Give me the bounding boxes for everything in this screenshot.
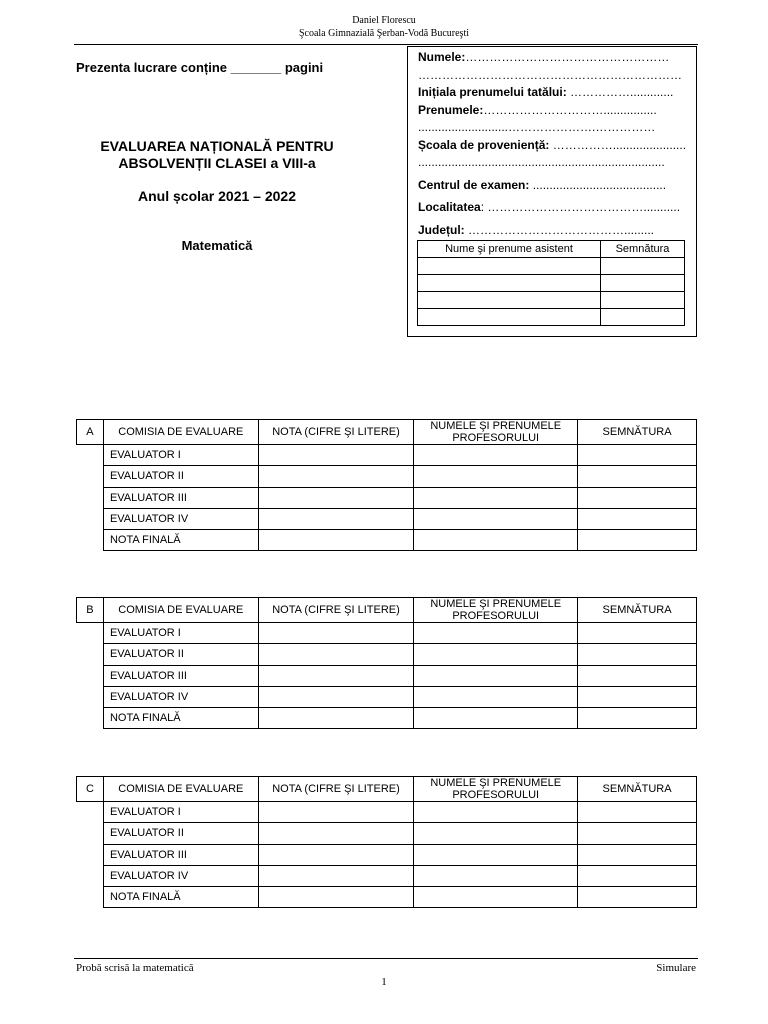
asist-header-name: Nume şi prenume asistent [418,241,601,258]
row-label: NOTA FINALĂ [103,708,258,729]
row-label: EVALUATOR IV [103,686,258,707]
exam-title-line2: ABSOLVENȚII CLASEI a VIII-a [118,155,316,171]
grade-table-letter: A [77,420,104,445]
exam-title [72,138,362,172]
asist-cell[interactable] [601,258,685,275]
grade-cell[interactable] [414,686,578,707]
grade-table-b [76,597,697,729]
grade-cell[interactable] [258,708,414,729]
row-label: EVALUATOR III [103,665,258,686]
row-label: EVALUATOR III [103,487,258,508]
row-label: EVALUATOR II [103,823,258,844]
col-header-comisia: COMISIA DE EVALUARE [103,598,258,623]
row-label: EVALUATOR II [103,644,258,665]
grade-cell[interactable] [578,466,697,487]
scoala-field[interactable]: Școala de proveniență: ……………...................... [418,137,686,152]
grade-table-letter: C [77,777,104,802]
row-label: EVALUATOR II [103,466,258,487]
judetul-field[interactable]: Județul: …………………………………......... [418,222,655,237]
col-header-nota: NOTA (CIFRE ŞI LITERE) [258,598,414,623]
grade-table-c [76,776,697,908]
grade-cell[interactable] [258,445,414,466]
exam-title-line1: EVALUAREA NAȚIONALĂ PENTRU [100,138,334,154]
grade-cell[interactable] [414,508,578,529]
col-header-comisia: COMISIA DE EVALUARE [103,777,258,802]
row-label: EVALUATOR IV [103,508,258,529]
numele-field-cont[interactable]: ………………………………………………………… [418,67,682,82]
grade-cell[interactable] [578,665,697,686]
table-row [77,686,697,707]
grade-cell[interactable] [578,844,697,865]
grade-cell[interactable] [578,865,697,886]
prenumele-field-cont[interactable]: ...........................………………….…………… [418,120,656,134]
scoala-field-cont[interactable]: .......................................................................... [418,155,665,169]
grade-cell[interactable] [258,802,414,823]
table-row [77,802,697,823]
grade-cell[interactable] [578,530,697,551]
table-row [77,623,697,644]
grade-cell[interactable] [578,623,697,644]
table-row [77,530,697,551]
table-row [77,466,697,487]
grade-cell[interactable] [258,508,414,529]
table-row [77,665,697,686]
table-row [77,487,697,508]
grade-cell[interactable] [258,623,414,644]
pages-count-line: Prezenta lucrare conține _______ pagini [76,60,324,75]
col-header-semnatura: SEMNĂTURA [578,777,697,802]
grade-cell[interactable] [258,487,414,508]
page-header [0,14,768,40]
grade-cell[interactable] [414,644,578,665]
table-row [77,844,697,865]
table-row [77,865,697,886]
grade-cell[interactable] [414,844,578,865]
initiala-field[interactable]: Inițiala prenumelui tatălui: ……………............. [418,85,674,99]
asist-cell[interactable] [418,309,601,326]
grade-cell[interactable] [578,802,697,823]
grade-cell[interactable] [258,844,414,865]
prenumele-field[interactable]: Prenumele:…………………………................ [418,102,657,117]
localitatea-field[interactable]: Localitatea: …………………………………........... [418,200,681,214]
grade-cell[interactable] [578,823,697,844]
grade-cell[interactable] [578,887,697,908]
grade-cell[interactable] [414,623,578,644]
row-label: EVALUATOR III [103,844,258,865]
footer-subject: Probă scrisă la matematică [76,962,194,974]
row-label: EVALUATOR I [103,445,258,466]
centrul-field[interactable]: Centrul de examen: ........................................ [418,177,667,192]
asist-cell[interactable] [601,292,685,309]
exam-subject: Matematică [181,238,253,253]
grade-cell[interactable] [258,686,414,707]
grade-cell[interactable] [414,530,578,551]
grade-cell[interactable] [578,644,697,665]
grade-cell[interactable] [414,665,578,686]
grade-cell[interactable] [414,466,578,487]
grade-table-a [76,419,697,551]
grade-cell[interactable] [258,887,414,908]
grade-cell[interactable] [258,823,414,844]
grade-cell[interactable] [258,865,414,886]
grade-cell[interactable] [414,708,578,729]
col-header-profesor: NUMELE ŞI PRENUMELE PROFESORULUI [414,598,578,623]
col-header-profesor: NUMELE ŞI PRENUMELE PROFESORULUI [414,777,578,802]
footer-type: Simulare [656,962,696,974]
col-header-comisia: COMISIA DE EVALUARE [103,420,258,445]
numele-field[interactable]: Numele:…………………………………………… [418,50,670,64]
asist-cell[interactable] [418,292,601,309]
grade-cell[interactable] [578,487,697,508]
grade-cell[interactable] [258,530,414,551]
grade-cell[interactable] [258,665,414,686]
row-label: EVALUATOR I [103,802,258,823]
assistant-table [417,240,685,326]
asist-header-signature: Semnătura [601,241,685,258]
row-label: NOTA FINALĂ [103,887,258,908]
row-label: NOTA FINALĂ [103,530,258,551]
footer-divider [74,958,698,959]
row-label: EVALUATOR IV [103,865,258,886]
grade-cell[interactable] [578,708,697,729]
header-school: Şcoala Gimnazială Şerban-Vodă Bucureşti [298,28,470,39]
table-row [77,708,697,729]
grade-cell[interactable] [414,802,578,823]
asist-cell[interactable] [418,275,601,292]
col-header-semnatura: SEMNĂTURA [578,420,697,445]
grade-cell[interactable] [578,508,697,529]
school-year: Anul școlar 2021 – 2022 [138,188,296,204]
table-row [77,508,697,529]
row-label: EVALUATOR I [103,623,258,644]
page-number: 1 [381,976,387,988]
grade-cell[interactable] [414,823,578,844]
asist-cell[interactable] [418,258,601,275]
grade-cell[interactable] [414,445,578,466]
grade-cell[interactable] [578,686,697,707]
grade-cell[interactable] [414,487,578,508]
header-author: Daniel Florescu [352,15,416,26]
col-header-profesor: NUMELE ŞI PRENUMELE PROFESORULUI [414,420,578,445]
grade-cell[interactable] [258,466,414,487]
table-row [77,644,697,665]
table-row [77,887,697,908]
grade-cell[interactable] [414,887,578,908]
grade-table-letter: B [77,598,104,623]
grade-cell[interactable] [414,865,578,886]
table-row [77,445,697,466]
asist-cell[interactable] [601,309,685,326]
col-header-nota: NOTA (CIFRE ŞI LITERE) [258,777,414,802]
grade-cell[interactable] [258,644,414,665]
header-divider [74,44,698,45]
table-row [77,823,697,844]
grade-cell[interactable] [578,445,697,466]
col-header-semnatura: SEMNĂTURA [578,598,697,623]
col-header-nota: NOTA (CIFRE ŞI LITERE) [258,420,414,445]
asist-cell[interactable] [601,275,685,292]
